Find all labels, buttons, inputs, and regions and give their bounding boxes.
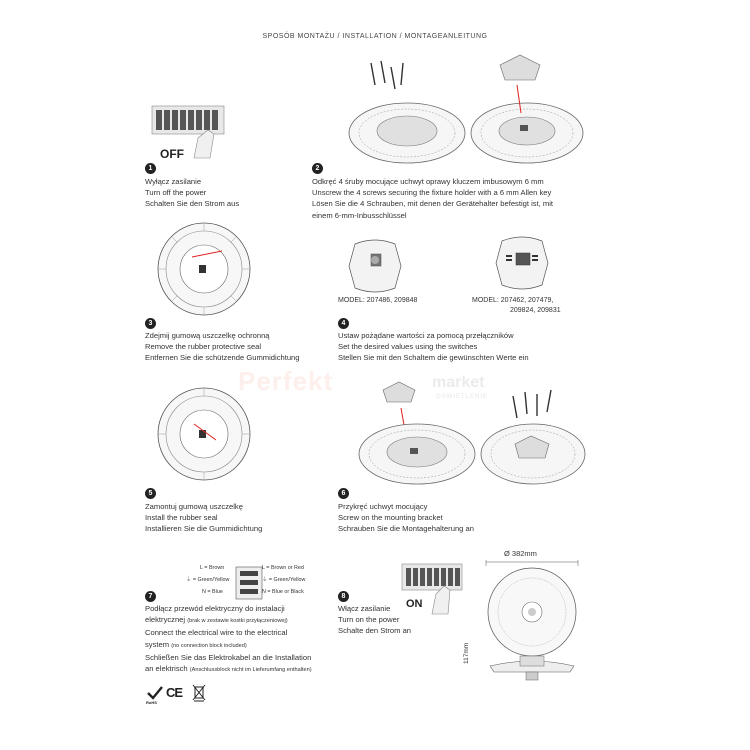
- lamp-top-view-remove-seal: [152, 221, 262, 321]
- wiring-right-labels: L = Brown or Red ⏚ = Green/Yellow N = Blue or Black: [262, 565, 306, 595]
- step-7-number: 7: [145, 591, 156, 602]
- step-8-text: Włącz zasilanie Turn on the power Schalte den Strom an: [338, 604, 412, 636]
- step-4-number: 4: [338, 318, 349, 329]
- step-4-text: Ustaw pożądane wartości za pomocą przełączników Set the desired values using the switches Stellen Sie mit den Schaltem die gewünschten Werte ein: [338, 331, 529, 363]
- step-3-number: 3: [145, 318, 156, 329]
- earth-icon: ⏚: [262, 577, 268, 583]
- step-3-text: Zdejmij gumową uszczelkę ochronną Remove the rubber protective seal Entfernen Sie die schützende Gummidichtung: [145, 331, 300, 363]
- terminal-block-icon: [234, 565, 264, 601]
- fixture-unscrew-illustration: [345, 55, 595, 165]
- model-b-label: MODEL: 207462, 207479, 209824, 209831: [472, 297, 561, 314]
- step-6-text: Przykręć uchwyt mocujący Screw on the mounting bracket Schrauben Sie die Montagehalterung an: [338, 502, 474, 534]
- model-a-label: MODEL: 207486, 209848: [338, 297, 418, 304]
- lamp-top-view-install-seal: [152, 388, 262, 488]
- step-1-text: Wyłącz zasilanie Turn off the power Schalten Sie den Strom aus: [145, 177, 240, 209]
- step-6-number: 6: [338, 488, 349, 499]
- watermark-brand: Perfekt: [238, 366, 334, 396]
- step-5-number: 5: [145, 488, 156, 499]
- step-2-text: Odkręć 4 śruby mocujące uchwyt oprawy kluczem imbusowym 6 mm Unscrew the 4 screws securing the fixture holder with a 6 mm Allen key Lösen Sie die 4 Schrauben, mit denen der Gerätehalter befestigt ist, mit einem 6-mm-Inbusschlüssel: [312, 177, 554, 220]
- step-1-number: 1: [145, 163, 156, 174]
- step-7-text: Podłącz przewód elektryczny do instalacji elektrycznej (brak w zestawie kostki przyłączeniowej) Connect the electrical wire to the electrical system (no connection block included) Schließen Sie das Elektrokabel an die Installation an elektrisch (Anschlussblock nicht im Lieferumfang enthalten): [145, 604, 312, 674]
- step-8-number: 8: [338, 591, 349, 602]
- height-label: 117mm: [463, 642, 470, 664]
- diameter-label: Ø 382mm: [504, 549, 537, 558]
- ce-mark-icon: CE: [166, 685, 183, 700]
- step-5-text: Zamontuj gumową uszczelkę Install the rubber seal Installieren Sie die Gummidichtung: [145, 502, 263, 534]
- page-title: SPOSÓB MONTAŻU / INSTALLATION / MONTAGEANLEITUNG: [262, 33, 488, 40]
- step-2-number: 2: [312, 163, 323, 174]
- wiring-left-labels: L = Brown ⏚ = Green/Yellow N = Blue: [186, 565, 230, 595]
- driver-switch-a-illustration: [345, 236, 405, 296]
- rohs-label: RoHS: [146, 700, 157, 705]
- rohs-check-icon: [147, 686, 163, 700]
- off-label: OFF: [160, 147, 184, 161]
- weee-bin-icon: [192, 684, 206, 702]
- on-label: ON: [406, 598, 423, 610]
- lamp-dimension-drawing: [482, 560, 582, 685]
- watermark-brand2: market: [432, 374, 485, 391]
- driver-switch-b-illustration: [492, 233, 552, 293]
- watermark-sub: OSWIETLENIE: [436, 394, 489, 400]
- earth-icon: ⏚: [186, 577, 192, 583]
- mounting-bracket-illustration: [355, 382, 590, 487]
